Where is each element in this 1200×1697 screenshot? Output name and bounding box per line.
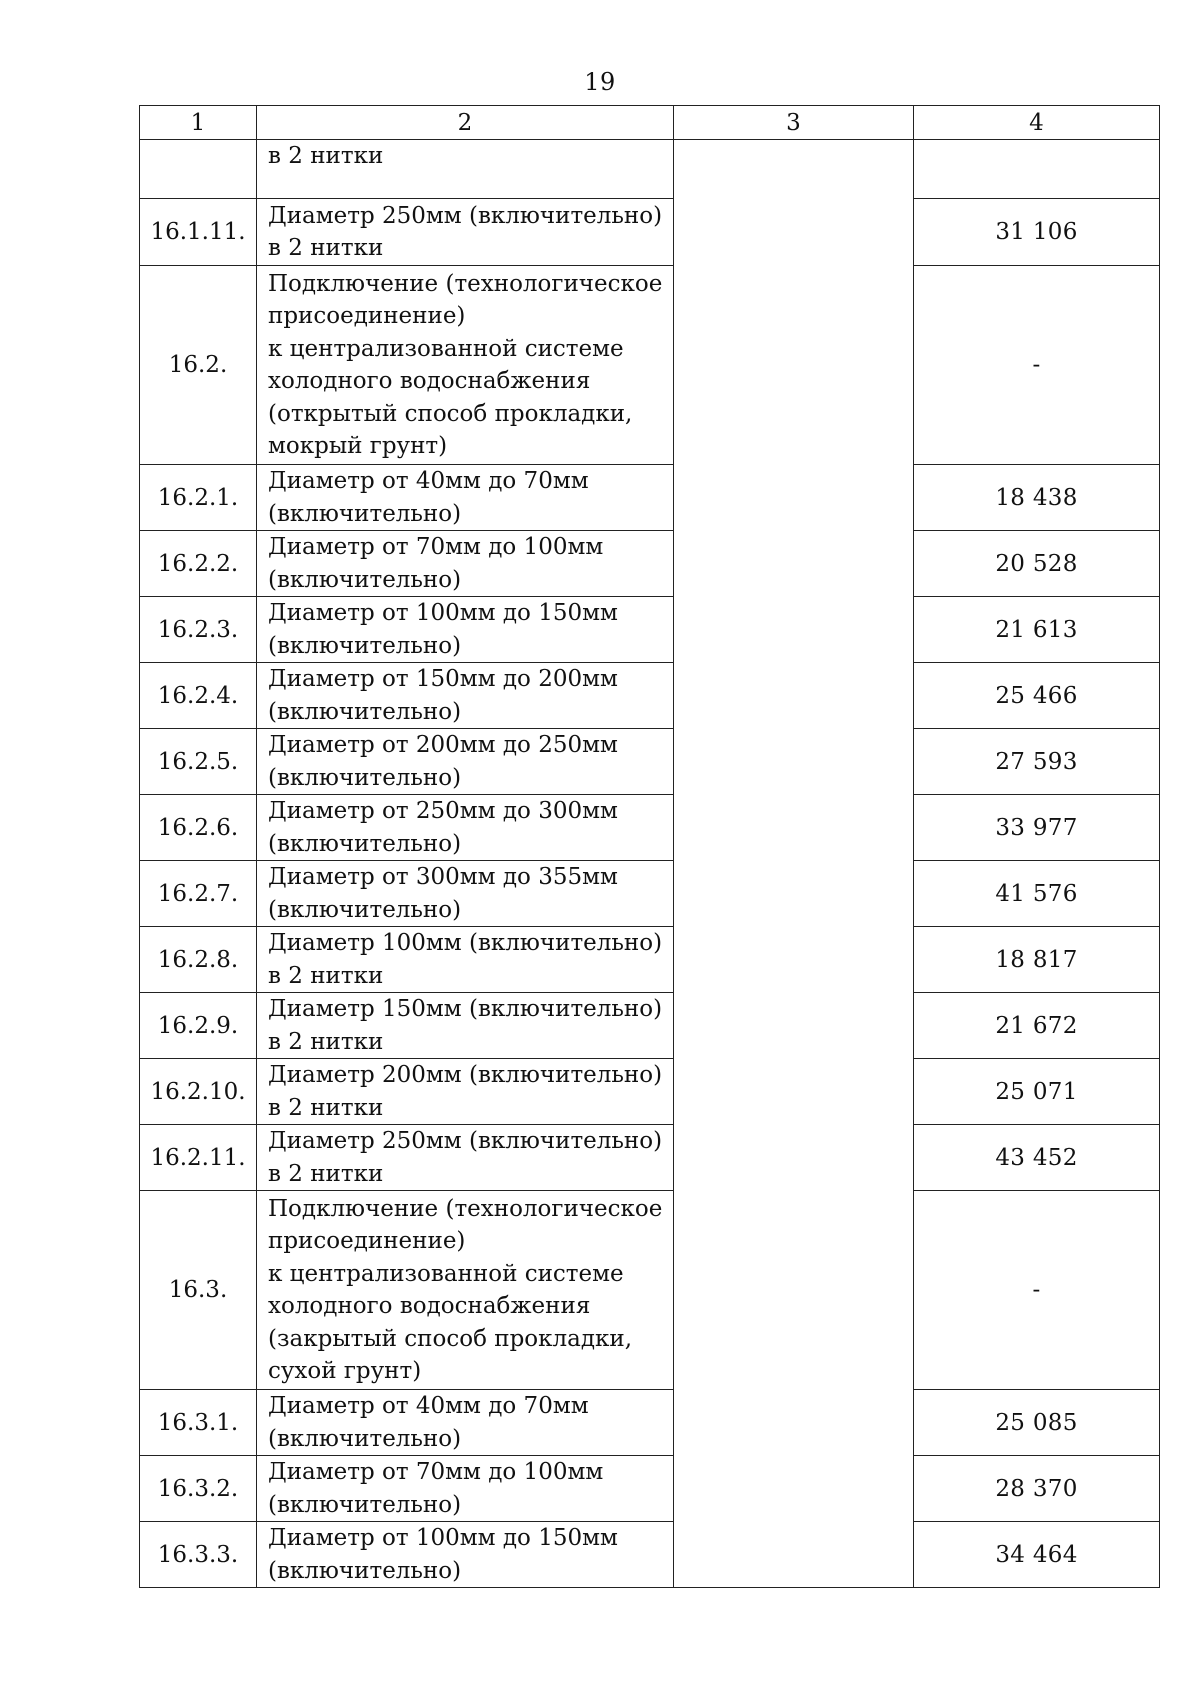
price-cell: 21 613 bbox=[914, 597, 1160, 663]
description-cell: Диаметр 100мм (включительно) в 2 нитки bbox=[257, 927, 674, 993]
price-cell: 20 528 bbox=[914, 531, 1160, 597]
table-row bbox=[140, 729, 1160, 795]
header-col-3: 3 bbox=[674, 106, 914, 140]
price-cell: 33 977 bbox=[914, 795, 1160, 861]
table-row bbox=[140, 1390, 1160, 1456]
description-cell: Диаметр от 40мм до 70мм (включительно) bbox=[257, 1390, 674, 1456]
item-number-cell bbox=[140, 140, 257, 199]
price-cell: 27 593 bbox=[914, 729, 1160, 795]
item-number-cell: 16.2.3. bbox=[140, 597, 257, 663]
tariff-table-body bbox=[140, 106, 1160, 1588]
table-row bbox=[140, 531, 1160, 597]
description-cell: Диаметр от 70мм до 100мм (включительно) bbox=[257, 1456, 674, 1522]
description-cell: Подключение (технологическое присоединение) к централизованной системе холодного водоснабжения (открытый способ прокладки, мокрый грунт) bbox=[257, 266, 674, 465]
item-number-cell: 16.2.9. bbox=[140, 993, 257, 1059]
table-row bbox=[140, 993, 1160, 1059]
table-row bbox=[140, 861, 1160, 927]
item-number-cell: 16.2.2. bbox=[140, 531, 257, 597]
description-cell: в 2 нитки bbox=[257, 140, 674, 199]
price-cell: 41 576 bbox=[914, 861, 1160, 927]
description-cell: Диаметр от 300мм до 355мм (включительно) bbox=[257, 861, 674, 927]
table-row bbox=[140, 663, 1160, 729]
item-number-cell: 16.2.8. bbox=[140, 927, 257, 993]
header-row bbox=[140, 106, 1160, 140]
price-cell: 34 464 bbox=[914, 1522, 1160, 1588]
price-cell: 43 452 bbox=[914, 1125, 1160, 1191]
description-cell: Диаметр 150мм (включительно) в 2 нитки bbox=[257, 993, 674, 1059]
price-cell bbox=[914, 140, 1160, 199]
description-cell: Диаметр 200мм (включительно) в 2 нитки bbox=[257, 1059, 674, 1125]
item-number-cell: 16.2.5. bbox=[140, 729, 257, 795]
table-row bbox=[140, 1191, 1160, 1390]
item-number-cell: 16.2.1. bbox=[140, 465, 257, 531]
header-col-1: 1 bbox=[140, 106, 257, 140]
price-cell: - bbox=[914, 1191, 1160, 1390]
header-col-2: 2 bbox=[257, 106, 674, 140]
table-row bbox=[140, 795, 1160, 861]
description-cell: Диаметр 250мм (включительно) в 2 нитки bbox=[257, 199, 674, 266]
price-cell: 21 672 bbox=[914, 993, 1160, 1059]
table-row bbox=[140, 1522, 1160, 1588]
description-cell: Диаметр от 70мм до 100мм (включительно) bbox=[257, 531, 674, 597]
page-number: 19 bbox=[584, 68, 616, 96]
description-cell: Диаметр от 150мм до 200мм (включительно) bbox=[257, 663, 674, 729]
description-cell: Диаметр от 200мм до 250мм (включительно) bbox=[257, 729, 674, 795]
table-row bbox=[140, 1059, 1160, 1125]
description-cell: Диаметр 250мм (включительно) в 2 нитки bbox=[257, 1125, 674, 1191]
header-col-4: 4 bbox=[914, 106, 1160, 140]
table-row bbox=[140, 1456, 1160, 1522]
item-number-cell: 16.2.4. bbox=[140, 663, 257, 729]
column-3-cell bbox=[674, 140, 914, 1588]
item-number-cell: 16.2.6. bbox=[140, 795, 257, 861]
tariff-table bbox=[139, 105, 1160, 1588]
item-number-cell: 16.3.1. bbox=[140, 1390, 257, 1456]
description-cell: Диаметр от 40мм до 70мм (включительно) bbox=[257, 465, 674, 531]
price-cell: 25 085 bbox=[914, 1390, 1160, 1456]
item-number-cell: 16.1.11. bbox=[140, 199, 257, 266]
table-row bbox=[140, 597, 1160, 663]
table-row bbox=[140, 266, 1160, 465]
table-row bbox=[140, 199, 1160, 266]
item-number-cell: 16.2.10. bbox=[140, 1059, 257, 1125]
item-number-cell: 16.3.2. bbox=[140, 1456, 257, 1522]
price-cell: - bbox=[914, 266, 1160, 465]
description-cell: Диаметр от 100мм до 150мм (включительно) bbox=[257, 597, 674, 663]
item-number-cell: 16.2. bbox=[140, 266, 257, 465]
price-cell: 25 466 bbox=[914, 663, 1160, 729]
description-cell: Диаметр от 100мм до 150мм (включительно) bbox=[257, 1522, 674, 1588]
item-number-cell: 16.2.7. bbox=[140, 861, 257, 927]
item-number-cell: 16.3. bbox=[140, 1191, 257, 1390]
price-cell: 31 106 bbox=[914, 199, 1160, 266]
table-row bbox=[140, 140, 1160, 199]
table-row bbox=[140, 465, 1160, 531]
price-cell: 18 438 bbox=[914, 465, 1160, 531]
price-cell: 28 370 bbox=[914, 1456, 1160, 1522]
price-cell: 25 071 bbox=[914, 1059, 1160, 1125]
table-row bbox=[140, 1125, 1160, 1191]
item-number-cell: 16.3.3. bbox=[140, 1522, 257, 1588]
description-cell: Подключение (технологическое присоединение) к централизованной системе холодного водоснабжения (закрытый способ прокладки, сухой грунт) bbox=[257, 1191, 674, 1390]
item-number-cell: 16.2.11. bbox=[140, 1125, 257, 1191]
description-cell: Диаметр от 250мм до 300мм (включительно) bbox=[257, 795, 674, 861]
table-row bbox=[140, 927, 1160, 993]
price-cell: 18 817 bbox=[914, 927, 1160, 993]
